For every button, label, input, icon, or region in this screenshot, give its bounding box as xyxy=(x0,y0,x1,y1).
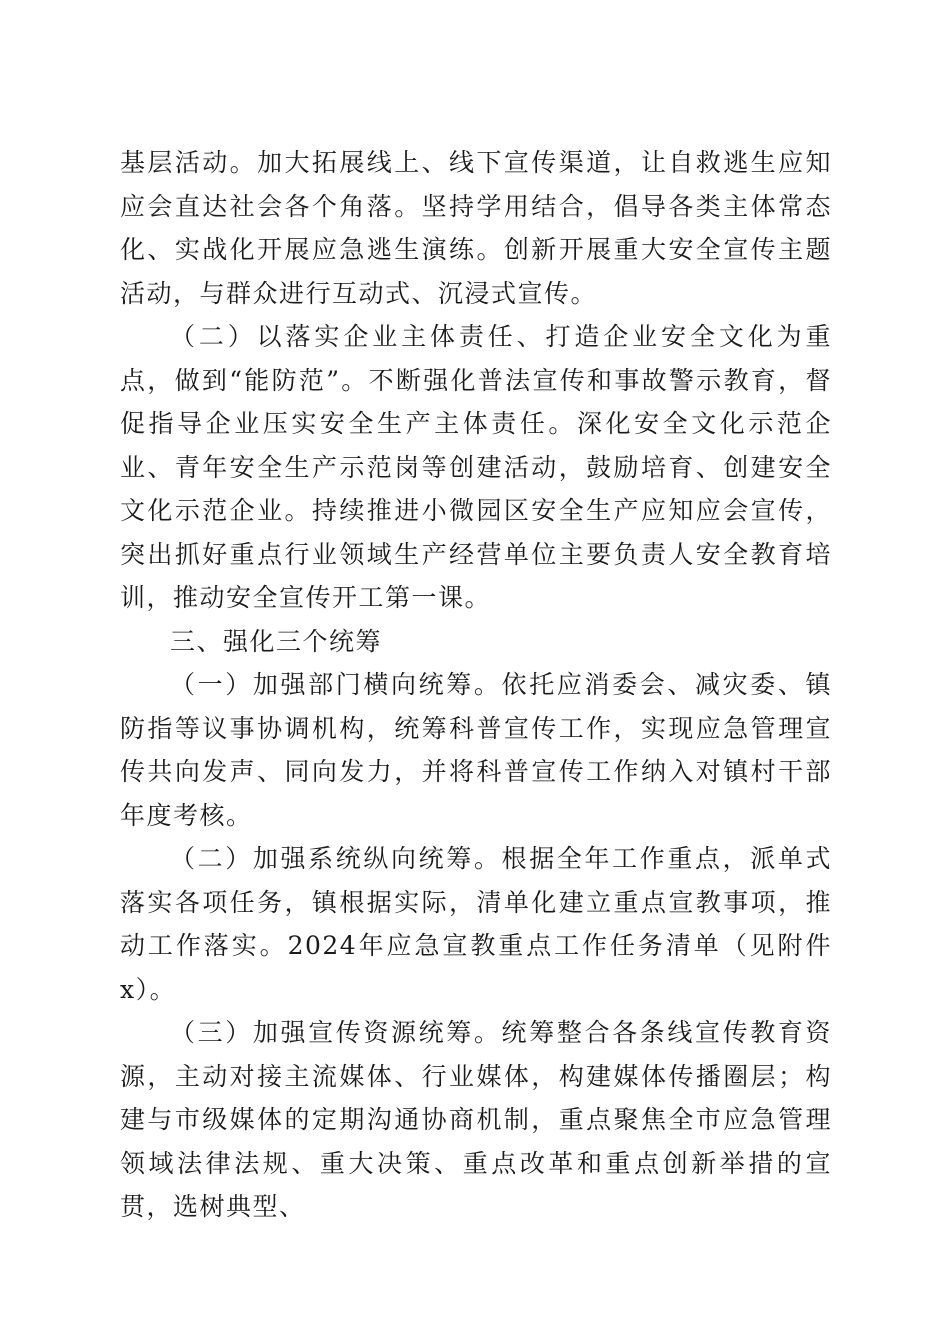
paragraph-resource-coordination: （三）加强宣传资源统筹。统筹整合各条线宣传教育资源，主动对接主流媒体、行业媒体，构建媒体传播圈层；构建与市级媒体的定期沟通协商机制，重点聚焦全市应急管理领域法律法规、重大决策、重点改革和重点创新举措的宣贯，选树典型、 xyxy=(120,1018,832,1221)
paragraph-vertical-coordination: （二）加强系统纵向统筹。根据全年工作重点，派单式落实各项任务，镇根据实际，清单化建立重点宣教事项，推动工作落实。2024年应急宣教重点工作任务清单（见附件x）。 xyxy=(120,844,832,1004)
paragraph-enterprise-responsibility: （二）以落实企业主体责任、打造企业安全文化为重点，做到“能防范”。不断强化普法宣传和事故警示教育，督促指导企业压实安全生产主体责任。深化安全文化示范企业、青年安全生产示范岗等创建活动，鼓励培育、创建安全文化示范企业。持续推进小微园区安全生产应知应会宣传，突出抓好重点行业领域生产经营单位主要负责人安全教育培训，推动安全宣传开工第一课。 xyxy=(120,322,832,612)
paragraph-horizontal-coordination: （一）加强部门横向统筹。依托应消委会、减灾委、镇防指等议事协调机构，统筹科普宣传工作，实现应急管理宣传共向发声、同向发力，并将科普宣传工作纳入对镇村干部年度考核。 xyxy=(120,670,832,830)
section-heading-three: 三、强化三个统筹 xyxy=(170,626,383,656)
paragraph-continued: 基层活动。加大拓展线上、线下宣传渠道，让自救逃生应知应会直达社会各个角落。坚持学用结合，倡导各类主体常态化、实战化开展应急逃生演练。创新开展重大安全宣传主题活动，与群众进行互动式、沉浸式宣传。 xyxy=(120,148,832,308)
document-body xyxy=(120,141,832,1229)
